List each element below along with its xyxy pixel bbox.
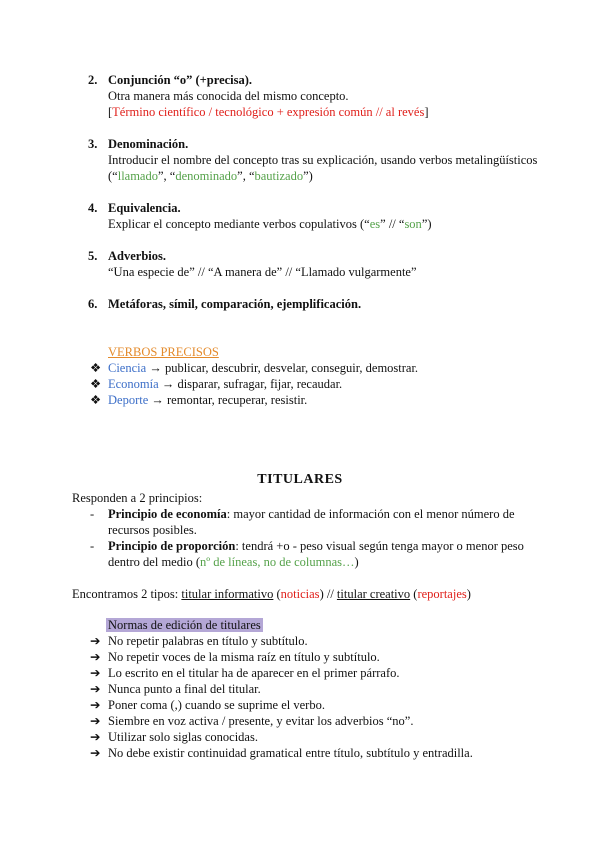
verb-list: publicar, descubrir, desvelar, conseguir, demostrar.	[164, 361, 419, 375]
list-item	[90, 681, 261, 697]
diamond-bullet-icon: ❖	[90, 377, 102, 391]
arrow: →	[146, 361, 165, 375]
arrow-bullet-icon: ➔	[90, 650, 101, 664]
dash-bullet: -	[90, 539, 95, 553]
list-number: 3.	[88, 137, 98, 151]
bracket-close: ]	[424, 105, 429, 119]
verb-list: disparar, sufragar, fijar, recaudar.	[177, 377, 343, 391]
list-item	[90, 392, 307, 408]
example-word: denominado	[175, 169, 238, 183]
quote-close: ”)	[303, 169, 313, 183]
item-note	[108, 104, 429, 120]
arrow: →	[158, 377, 178, 391]
tipo-name: titular informativo	[181, 587, 274, 601]
list-item	[90, 360, 418, 376]
paren-close: ) //	[319, 587, 337, 601]
arrow-bullet-icon: ➔	[90, 714, 101, 728]
quote-sep: ”, “	[237, 169, 255, 183]
principle-name: Principio de proporción	[108, 539, 236, 553]
desc-text: Explicar el concepto mediante verbos copulativos (“	[108, 217, 370, 231]
section-title: TITULARES	[257, 472, 343, 487]
item-title: Adverbios.	[108, 249, 166, 263]
principle-line	[108, 538, 524, 554]
example-word: llamado	[117, 169, 158, 183]
list-item	[90, 649, 380, 665]
list-item	[90, 713, 413, 729]
norma-text: No repetir palabras en título y subtítulo.	[108, 634, 308, 648]
arrow: →	[148, 393, 168, 407]
tipo-note: noticias	[280, 587, 320, 601]
paren-open: (	[410, 587, 418, 601]
principle-name: Principio de economía	[108, 507, 227, 521]
norma-text: Lo escrito en el titular ha de aparecer en el primer párrafo.	[108, 666, 400, 680]
example-word: son	[404, 217, 422, 231]
dash-bullet: -	[90, 507, 95, 521]
paren-close: )	[354, 555, 359, 569]
list-item	[90, 665, 400, 681]
norma-text: Utilizar solo siglas conocidas.	[108, 730, 258, 744]
norma-text: Siembre en voz activa / presente, y evitar los adverbios “no”.	[108, 714, 414, 728]
diamond-bullet-icon: ❖	[90, 393, 102, 407]
list-item	[90, 376, 342, 392]
tipo-note: reportajes	[417, 587, 467, 601]
arrow-bullet-icon: ➔	[90, 746, 101, 760]
highlighted-heading: Normas de edición de titulares	[108, 618, 261, 632]
green-note: nº de líneas, no de columnas…	[200, 555, 355, 569]
quote-sep: ” // “	[380, 217, 405, 231]
list-item	[90, 729, 258, 745]
example-word: es	[369, 217, 381, 231]
principle-line	[108, 554, 359, 570]
category-label: Deporte	[108, 393, 149, 407]
list-number: 5.	[88, 249, 98, 263]
item-description: “Una especie de” // “A manera de” // “Llamado vulgarmente”	[108, 265, 417, 279]
principle-line: recursos posibles.	[108, 523, 197, 537]
list-number: 2.	[88, 73, 98, 87]
list-item	[90, 697, 325, 713]
item-title: Equivalencia.	[108, 201, 181, 215]
item-title: Metáforas, símil, comparación, ejemplificación.	[108, 297, 362, 311]
item-description: Otra manera más conocida del mismo concepto.	[108, 89, 349, 103]
norma-text: No debe existir continuidad gramatical entre título, subtítulo y entradilla.	[108, 746, 473, 760]
red-note: Término científico / tecnológico + expresión común // al revés	[112, 105, 425, 119]
diamond-bullet-icon: ❖	[90, 361, 102, 375]
arrow-bullet-icon: ➔	[90, 698, 101, 712]
arrow-bullet-icon: ➔	[90, 730, 101, 744]
list-number: 6.	[88, 297, 98, 311]
list-item	[90, 745, 473, 761]
norma-text: Poner coma (,) cuando se suprime el verbo.	[108, 698, 325, 712]
example-word: bautizado	[254, 169, 304, 183]
quote-close: ”)	[421, 217, 432, 231]
item-examples	[108, 168, 313, 184]
quote-sep: ”, “	[157, 169, 176, 183]
norma-text: No repetir voces de la misma raíz en título y subtítulo.	[108, 650, 380, 664]
tipos-line	[72, 586, 471, 602]
arrow-bullet-icon: ➔	[90, 666, 101, 680]
principle-text: : mayor cantidad de información con el menor número de	[226, 507, 515, 521]
bracket-open: [	[108, 105, 113, 119]
arrow-bullet-icon: ➔	[90, 682, 101, 696]
item-title: Denominación.	[108, 137, 189, 151]
item-title: Conjunción “o” (+precisa).	[108, 73, 253, 87]
item-description: Introducir el nombre del concepto tras su explicación, usando verbos metalingüísticos	[108, 153, 538, 167]
category-label: Ciencia	[108, 361, 147, 375]
paren-open: (	[273, 587, 281, 601]
list-item	[90, 633, 308, 649]
norma-text: Nunca punto a final del titular.	[108, 682, 261, 696]
principle-text: dentro del medio (	[108, 555, 200, 569]
principle-text: : tendrá +o - peso visual según tenga mayor o menor peso	[235, 539, 524, 553]
quote-open: (“	[108, 169, 118, 183]
category-label: Economía	[108, 377, 159, 391]
verbos-heading: VERBOS PRECISOS	[108, 345, 219, 359]
arrow-bullet-icon: ➔	[90, 634, 101, 648]
normas-heading	[106, 617, 263, 633]
intro-text: Responden a 2 principios:	[72, 491, 203, 505]
principle-line	[108, 506, 515, 522]
tipos-text: Encontramos 2 tipos:	[72, 587, 182, 601]
verb-list: remontar, recuperar, resistir.	[167, 393, 308, 407]
tipo-name: titular creativo	[336, 587, 411, 601]
paren-close: )	[466, 587, 471, 601]
list-number: 4.	[88, 201, 98, 215]
item-description	[108, 216, 432, 232]
